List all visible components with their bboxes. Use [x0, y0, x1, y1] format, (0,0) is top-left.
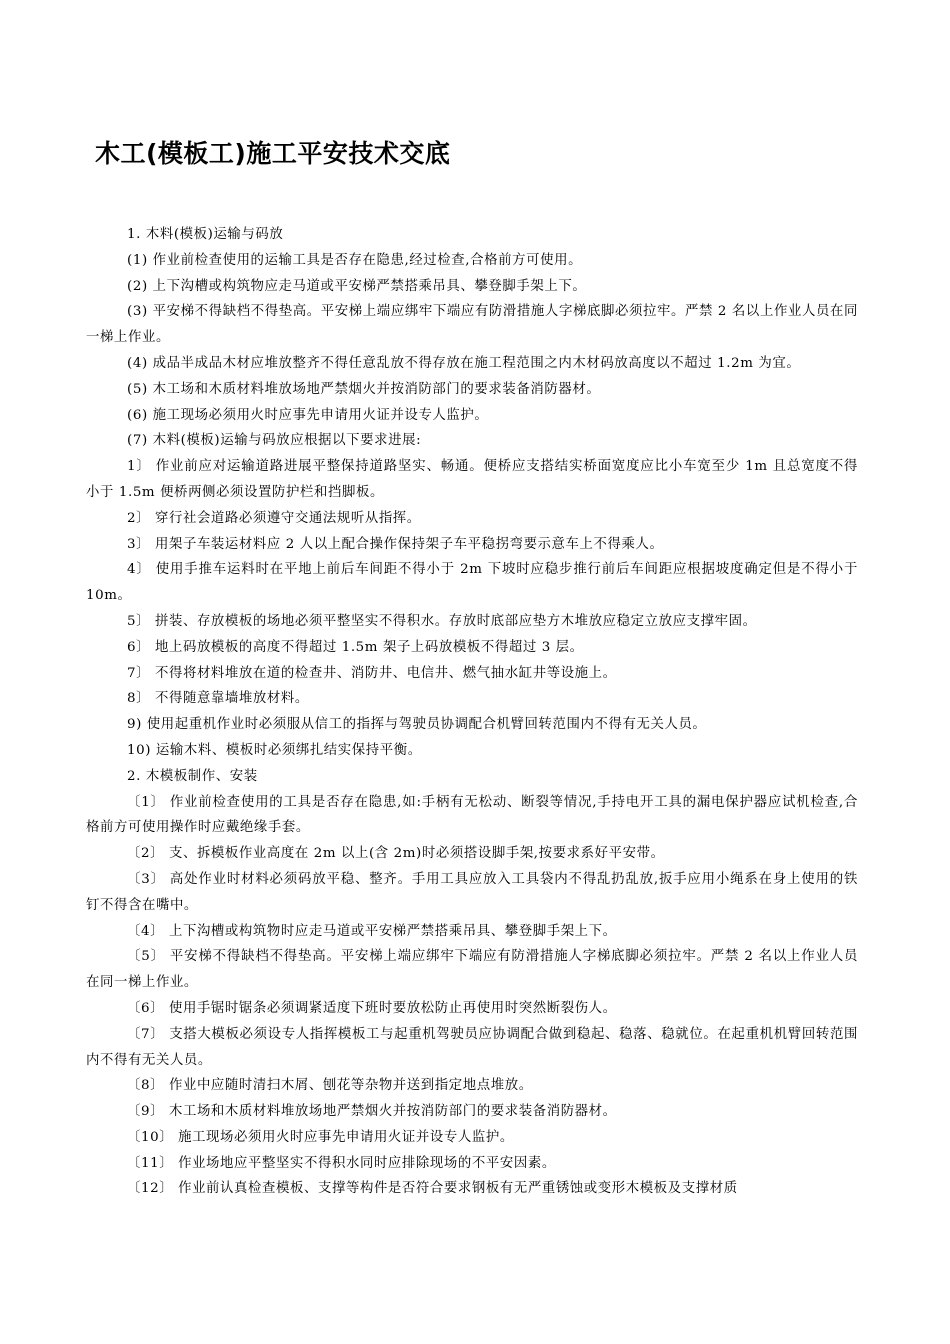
paragraph: 2〕 穿行社会道路必须遵守交通法规听从指挥。	[127, 510, 421, 526]
paragraph: 5〕 拼装、存放模板的场地必须平整坚实不得积水。存放时底部应垫方木堆放应稳定立放应支撑牢固。	[127, 613, 757, 629]
paragraph: 6〕 地上码放模板的高度不得超过 1.5m 架子上码放模板不得超过 3 层。	[127, 639, 584, 655]
paragraph: 〔4〕 上下沟槽或构筑物时应走马道或平安梯严禁搭乘吊具、攀登脚手架上下。	[127, 923, 617, 939]
paragraph: (1) 作业前检查使用的运输工具是否存在隐患,经过检查,合格前方可使用。	[127, 252, 583, 268]
paragraph: (6) 施工现场必须用火时应事先申请用火证并设专人监护。	[127, 407, 489, 423]
paragraph: 1. 木料(模板)运输与码放	[127, 227, 284, 242]
paragraph: 〔1〕 作业前检查使用的工具是否存在隐患,如:手柄有无松动、断裂等情况,手持电开工具的漏电保护器应试机检查,合格前方可使用操作时应戴绝缘手套。	[86, 794, 858, 836]
paragraph: 〔12〕 作业前认真检查模板、支撑等构件是否符合要求钢板有无严重锈蚀或变形木模板及支撑材质	[127, 1181, 738, 1197]
paragraph: (7) 木料(模板)运输与码放应根据以下要求进展:	[127, 433, 422, 449]
paragraph: 〔5〕 平安梯不得缺档不得垫高。平安梯上端应绑牢下端应有防滑措施人字梯底脚必须拉牢。严禁 2 名以上作业人员在同一梯上作业。	[86, 949, 858, 991]
paragraph: 2. 木模板制作、安装	[127, 768, 258, 784]
paragraph: 10) 运输木料、模板时必须绑扎结实保持平衡。	[127, 742, 422, 758]
paragraph: 3〕 用架子车装运材料应 2 人以上配合操作保持架子车平稳拐弯要示意车上不得乘人。	[127, 536, 664, 552]
paragraph: 9) 使用起重机作业时必须服从信工的指挥与驾驶员协调配合机臂回转范围内不得有无关人员。	[127, 717, 707, 733]
paragraph: 1〕 作业前应对运输道路进展平整保持道路坚实、畅通。便桥应支搭结实桥面宽度应比小车宽至少 1m 且总宽度不得小于 1.5m 便桥两侧必须设置防护栏和挡脚板。	[86, 459, 858, 500]
paragraph: 〔3〕 高处作业时材料必须码放平稳、整齐。手用工具应放入工具袋内不得乱扔乱放,扳手应用小绳系在身上使用的铁钉不得含在嘴中。	[86, 871, 858, 913]
paragraph: 〔7〕 支搭大模板必须设专人指挥模板工与起重机驾驶员应协调配合做到稳起、稳落、稳就位。在起重机机臂回转范围内不得有无关人员。	[86, 1026, 858, 1068]
paragraph: 7〕 不得将材料堆放在道的检查井、消防井、电信井、燃气抽水缸井等设施上。	[127, 665, 617, 681]
paragraph: (3) 平安梯不得缺档不得垫高。平安梯上端应绑牢下端应有防滑措施人字梯底脚必须拉牢。严禁 2 名以上作业人员在同一梯上作业。	[86, 304, 858, 346]
paragraph: 〔6〕 使用手锯时锯条必须调紧适度下班时要放松防止再使用时突然断裂伤人。	[127, 1000, 617, 1016]
paragraph: (4) 成品半成品木材应堆放整齐不得任意乱放不得存放在施工程范围之内木材码放高度以不超过 1.2m 为宜。	[127, 355, 801, 371]
document-title: 木工(模板工)施工平安技术交底	[95, 139, 451, 168]
paragraph: 4〕 使用手推车运料时在平地上前后车间距不得小于 2m 下坡时应稳步推行前后车间距应根据坡度确定但是不得小于 10m。	[86, 562, 858, 604]
paragraph: 〔10〕 施工现场必须用火时应事先申请用火证并设专人监护。	[127, 1129, 514, 1145]
document-body	[86, 222, 858, 1202]
paragraph: 〔8〕 作业中应随时清扫木屑、刨花等杂物并送到指定地点堆放。	[127, 1078, 533, 1094]
paragraph: 〔2〕 支、拆模板作业高度在 2m 以上(含 2m)时必须搭设脚手架,按要求系好平安带。	[127, 846, 665, 862]
paragraph: 〔9〕 木工场和木质材料堆放场地严禁烟火并按消防部门的要求装备消防器材。	[127, 1104, 617, 1120]
paragraph: 8〕 不得随意靠墙堆放材料。	[127, 691, 309, 707]
paragraph: 〔11〕 作业场地应平整坚实不得积水同时应排除现场的不平安因素。	[127, 1155, 556, 1171]
paragraph: (5) 木工场和木质材料堆放场地严禁烟火并按消防部门的要求装备消防器材。	[127, 381, 601, 397]
paragraph: (2) 上下沟槽或构筑物应走马道或平安梯严禁搭乘吊具、攀登脚手架上下。	[127, 278, 587, 294]
